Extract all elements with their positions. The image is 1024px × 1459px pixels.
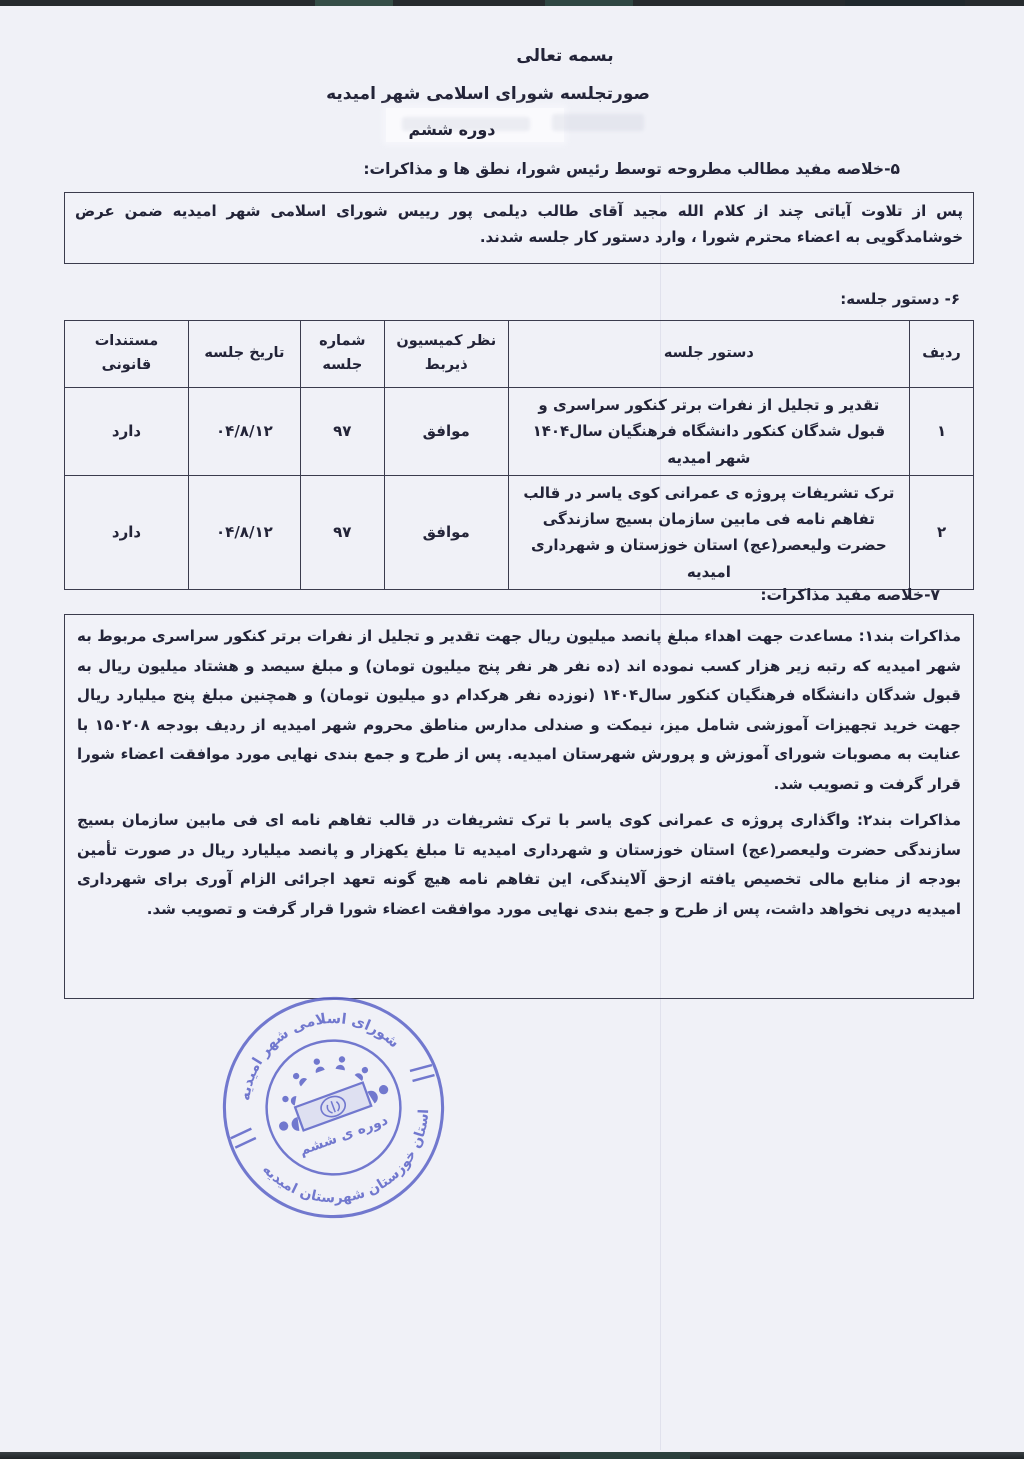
stamp-term-label: دوره ی ششم <box>297 1112 391 1160</box>
section5-heading: ۵-خلاصه مفید مطالب مطروحه توسط رئیس شورا، نطق ها و مذاکرات: <box>363 160 900 178</box>
section7-minutes-box <box>64 614 974 999</box>
svg-text:شورای اسلامی شهر امیدیه <box>218 987 405 1107</box>
cell-commission: موافق <box>384 388 508 476</box>
col-header-session-date: تاریخ جلسه <box>188 321 300 388</box>
col-header-row-no: ردیف <box>910 321 974 388</box>
scan-artifact <box>315 0 393 6</box>
section5-summary-box: پس از تلاوت آیاتی چند از کلام الله مجید آقای طالب دیلمی پور رییس شورای اسلامی شهر امیدیه ضمن عرض خوشامدگویی به اعضاء محترم شورا ، وارد دستور کار جلسه شدند. <box>64 192 974 264</box>
cell-session-no: ۹۷ <box>300 388 384 476</box>
col-header-commission: نظر کمیسیون ذیربط <box>384 321 508 388</box>
minutes-item-2: مذاکرات بند۲: واگذاری پروژه ی عمرانی کوی یاسر با ترک تشریفات در قالب تفاهم نامه ای فی مابین سازمان بسیج سازندگی حضرت ولیعصر(عج) استان خوزستان و شهرداری امیدیه تا مبلغ یکهزار و پانصد میلیارد ریال در صورت تأمین بودجه از منابع مالی تخصیص یافته ازحق آلایندگی، این تفاهم نامه هیچ گونه تعهد اجرائی الزام آوری برای شهرداری امیدیه درپی نخواهد داشت، پس از طرح و جمع بندی نهایی مورد موافقت اعضاء شورا قرار گرفت و تصویب شد. <box>77 811 961 918</box>
scan-artifact <box>560 1452 690 1459</box>
cell-session-date: ۰۴/۸/۱۲ <box>188 388 300 476</box>
stamp-ring-bottom-text: استان خوزستان شهرستان امیدیه <box>259 1108 433 1207</box>
agenda-table-header-row <box>65 321 974 388</box>
scan-artifact <box>240 1452 420 1459</box>
cell-session-no: ۹۷ <box>300 475 384 589</box>
agenda-table <box>64 320 974 590</box>
council-term: دوره ششم <box>408 120 496 139</box>
section6-heading: ۶- دستور جلسه: <box>840 290 960 308</box>
cell-session-date: ۰۴/۸/۱۲ <box>188 475 300 589</box>
cell-agenda: ترک تشریفات پروژه ی عمرانی کوی یاسر در قالب تفاهم نامه فی مابین سازمان بسیج سازندگی حضرت ولیعصر(عج) استان خوزستان و شهرداری امیدیه <box>508 475 909 589</box>
col-header-legal-docs: مستندات قانونی <box>65 321 189 388</box>
section7-heading: ۷-خلاصه مفید مذاکرات: <box>760 586 940 604</box>
col-header-agenda: دستور جلسه <box>508 321 909 388</box>
scan-edge-bottom <box>0 1452 1024 1459</box>
scan-artifact <box>845 0 965 6</box>
minutes-item-1: مذاکرات بند۱: مساعدت جهت اهداء مبلغ پانصد میلیون ریال جهت تقدیر و تجلیل از نفرات برتر کنکور سراسری مربوط به شهر امیدیه که رتبه زیر هزار کسب نموده اند (ده نفر هر نفر پنج میلیون تومان) و مبلغ سیصد و هشتاد میلیون ریال به قبول شدگان دانشگاه فرهنگیان کنکور سال۱۴۰۴ (نوزده نفر هرکدام دو میلیون تومان) و همچنین مبلغ پنج میلیارد ریال جهت خرید تجهیزات آموزشی شامل میز، نیمکت و صندلی مدارس مناطق محروم شهر امیدیه از ردیف بودجه ۱۵۰۲۰۸ با عنایت به مصوبات شورای آموزش و پرورش شهرستان امیدیه. پس از طرح و جمع بندی نهایی مورد موافقت اعضاء شورا قرار گرفت و تصویب شد. <box>77 627 961 793</box>
cell-row-no: ۲ <box>910 475 974 589</box>
cell-legal-docs: دارد <box>65 475 189 589</box>
document-title: صورتجلسه شورای اسلامی شهر امیدیه <box>326 84 650 104</box>
cell-agenda: تقدیر و تجلیل از نفرات برتر کنکور سراسری و قبول شدگان کنکور دانشگاه فرهنگیان سال۱۴۰۴ شهر امیدیه <box>508 388 909 476</box>
table-row <box>65 388 974 476</box>
cell-commission: موافق <box>384 475 508 589</box>
stamp-ring-top-text: شورای اسلامی شهر امیدیه <box>237 1011 402 1102</box>
scan-edge-top <box>0 0 1024 6</box>
faded-mark <box>552 114 644 131</box>
basmala-text: بسمه تعالی <box>516 46 614 66</box>
cell-legal-docs: دارد <box>65 388 189 476</box>
table-row <box>65 475 974 589</box>
col-header-session-no: شماره جلسه <box>300 321 384 388</box>
cell-row-no: ۱ <box>910 388 974 476</box>
stamp-emblem <box>260 1038 402 1163</box>
scan-artifact <box>545 0 633 6</box>
council-stamp <box>210 984 457 1231</box>
